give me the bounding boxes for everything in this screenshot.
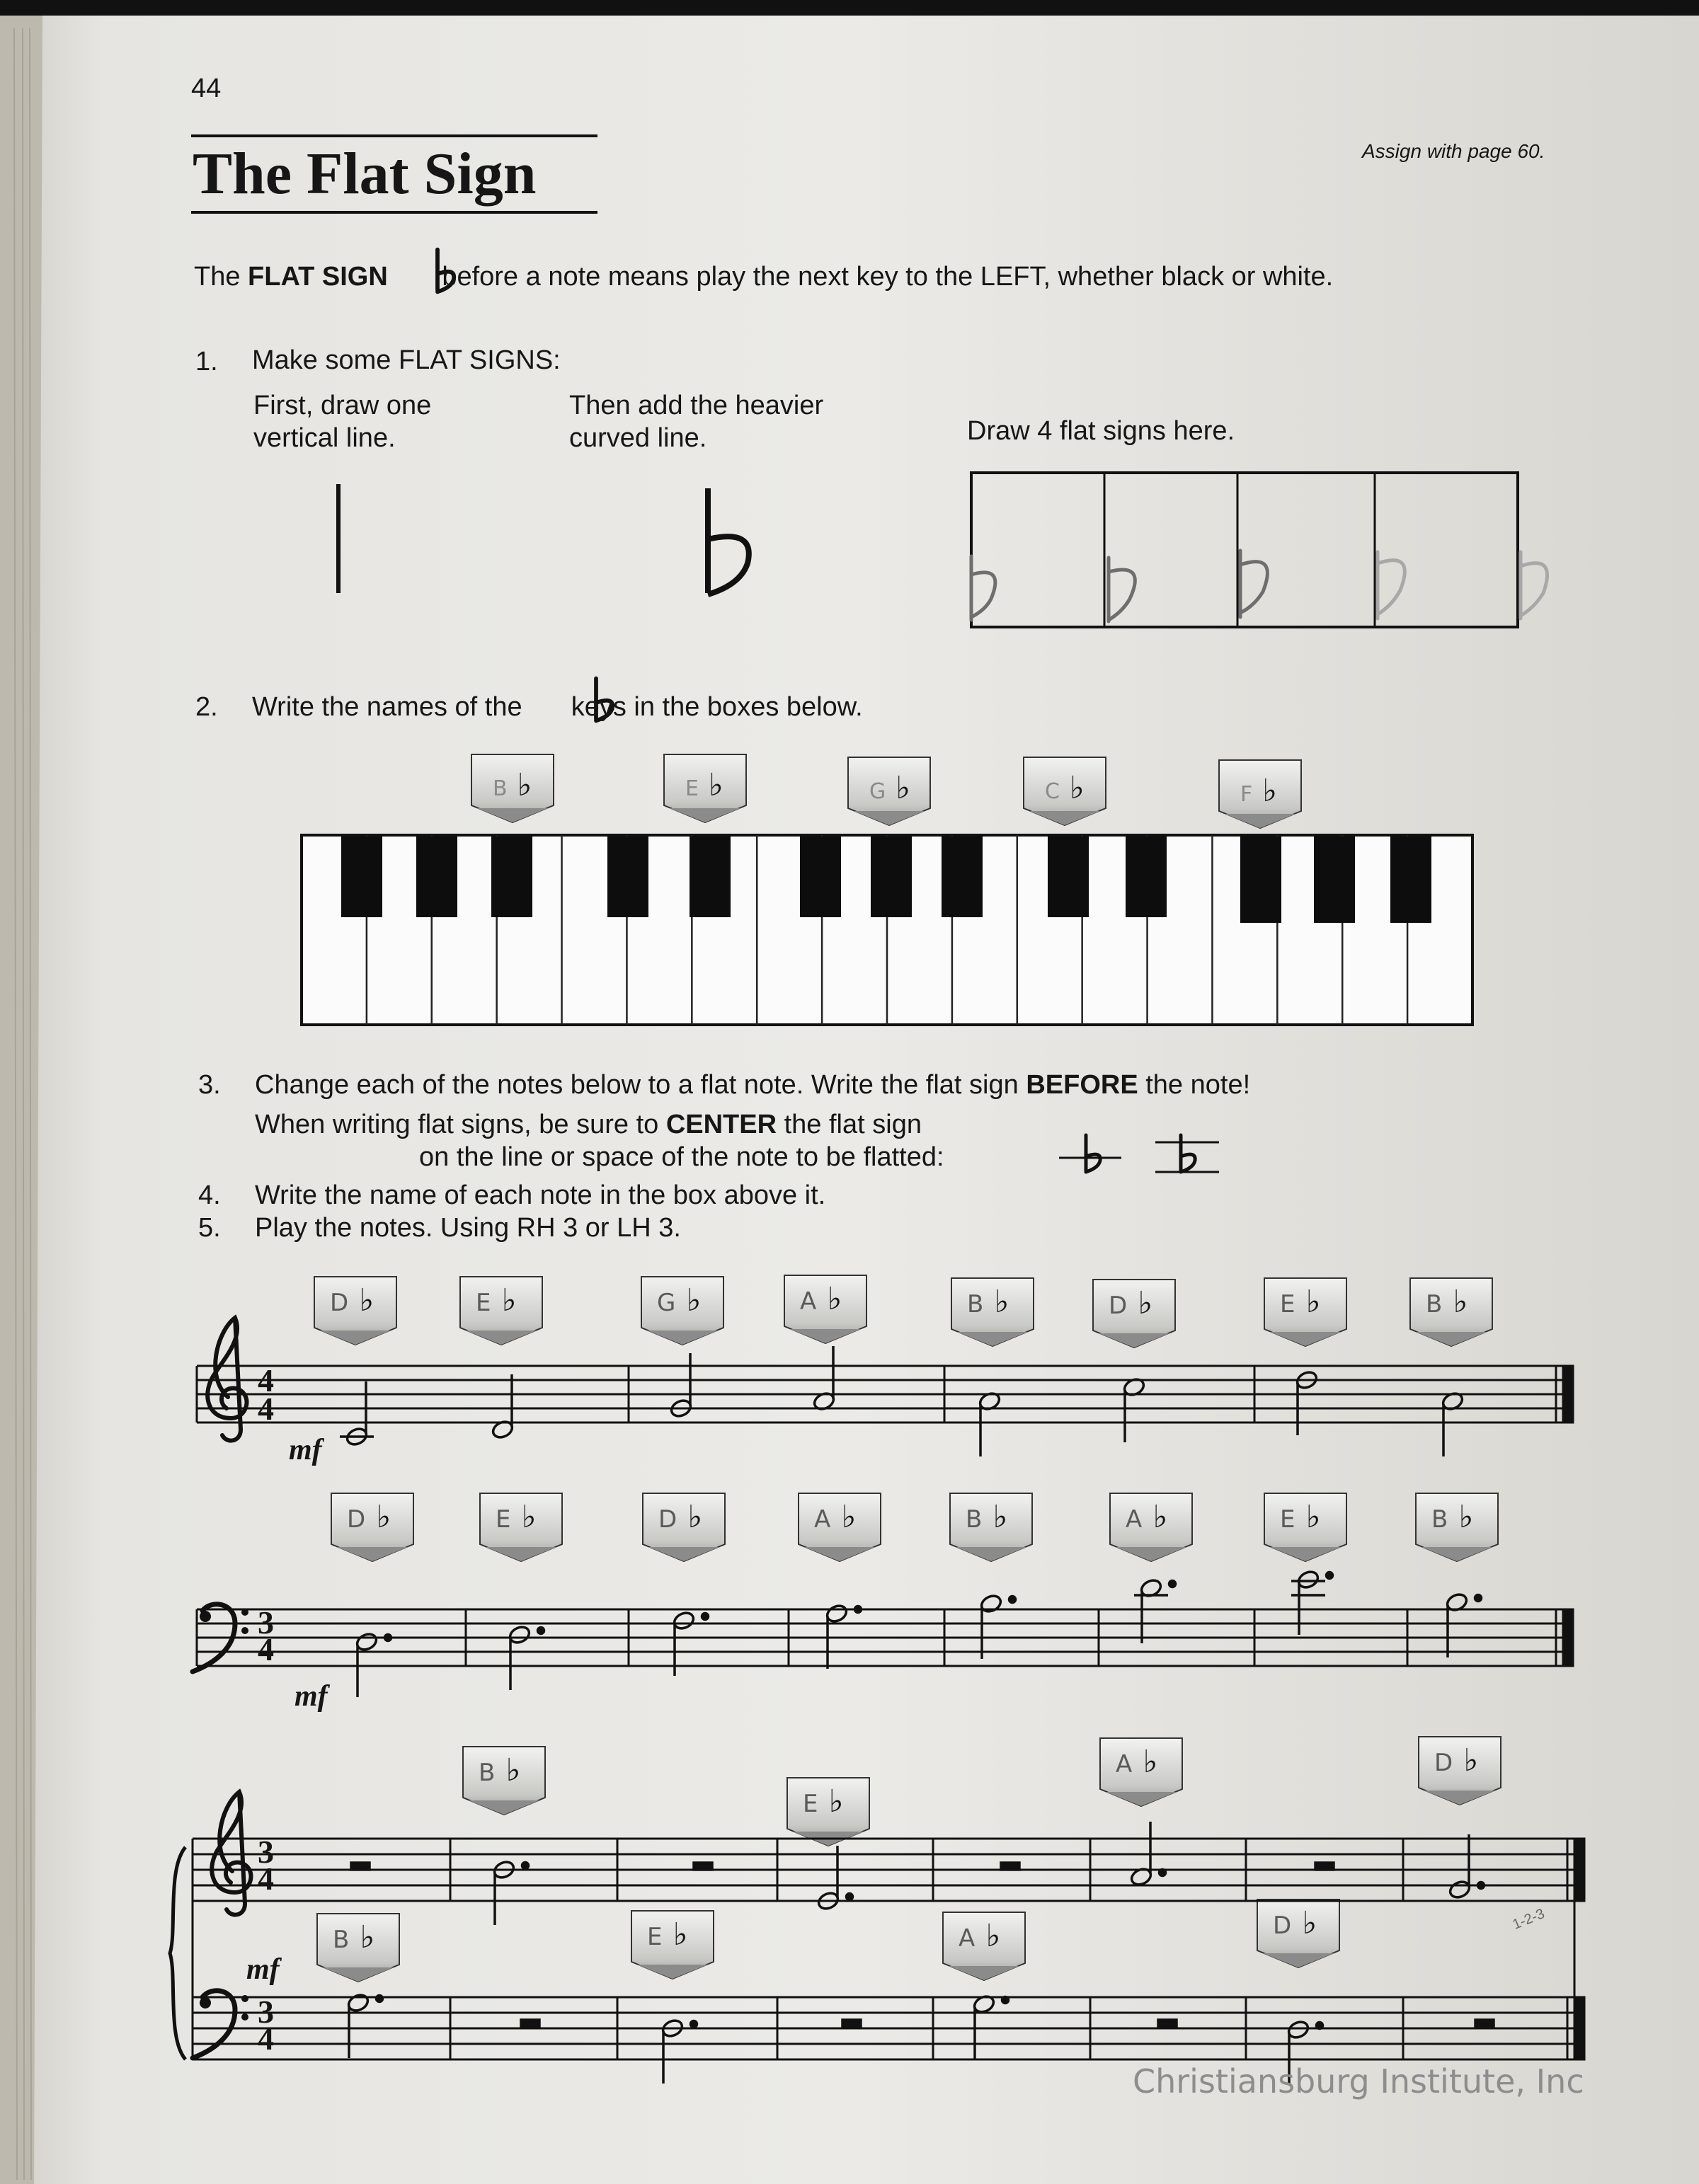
ex2-answer-1[interactable]: [347, 1499, 391, 1535]
half-rest: [521, 2020, 539, 2027]
ex3-treble-answer-2[interactable]: [803, 1783, 844, 1820]
ex2-answer-3[interactable]: [658, 1499, 703, 1535]
note-letter: A: [800, 1287, 817, 1316]
augmentation-dot: [702, 1614, 709, 1620]
flat-symbol: ♭: [983, 1284, 1009, 1320]
ex1-answer-2[interactable]: [476, 1282, 517, 1318]
note-letter: D: [658, 1505, 677, 1534]
augmentation-dot: [1327, 1573, 1333, 1579]
ex3-bass-answer-2[interactable]: [647, 1916, 688, 1953]
augmentation-dot: [1160, 1870, 1166, 1876]
section1-number: 1.: [195, 347, 218, 377]
flat-symbol: ♭: [677, 1499, 703, 1535]
augmentation-dot: [385, 1635, 391, 1641]
assign-note: Assign with page 60.: [1362, 140, 1545, 162]
flat-symbol: ♭: [675, 1282, 702, 1318]
watermark: Christiansburg Institute, Inc: [1133, 2062, 1584, 2100]
intro-before: The: [194, 262, 248, 292]
ex2-time-bottom: 4: [258, 1631, 274, 1667]
ex3-treble-time-top: 3: [258, 1834, 274, 1870]
augmentation-dot: [1317, 2023, 1323, 2029]
section3-line3: on the line or space of the note to be flatted:: [419, 1142, 944, 1172]
note-letter: B: [966, 1505, 983, 1534]
pencil-count: 1-2-3: [1510, 1906, 1548, 1933]
black-key: [416, 837, 457, 917]
note-letter: E: [803, 1790, 818, 1818]
section5-text: Play the notes. Using RH 3 or LH 3.: [255, 1213, 681, 1243]
ex2-answer-6[interactable]: [1126, 1499, 1168, 1535]
note-letter: A: [1116, 1750, 1133, 1778]
ex2-answer-2[interactable]: [496, 1499, 537, 1535]
ex1-answer-5[interactable]: [967, 1284, 1009, 1320]
key-answer-4[interactable]: C ♭: [1045, 770, 1085, 806]
section5-number: 5.: [198, 1213, 221, 1243]
note-letter: A: [959, 1924, 976, 1953]
ex1-answer-4[interactable]: [800, 1281, 842, 1317]
intro-text: [194, 263, 1333, 290]
section3-line2: When writing flat signs, be sure to CENTER the flat sign: [255, 1110, 922, 1139]
black-key: [1048, 837, 1089, 917]
key-answer-2[interactable]: E ♭: [685, 767, 723, 803]
augmentation-dot: [1478, 1883, 1485, 1889]
ex3-treble-time-bottom: 4: [258, 1861, 274, 1897]
section2-before: Write the names of the: [252, 692, 530, 722]
black-key: [942, 837, 983, 917]
ex1-answer-7[interactable]: [1280, 1284, 1321, 1320]
half-rest: [1158, 2020, 1177, 2027]
note-letter: D: [347, 1505, 366, 1534]
practice-label: Draw 4 flat signs here.: [967, 416, 1235, 446]
ex2-answer-7[interactable]: [1280, 1499, 1321, 1535]
black-key: [491, 837, 532, 917]
note-letter: E: [1280, 1505, 1295, 1534]
section2-number: 2.: [195, 692, 218, 722]
ex1-answer-3[interactable]: [657, 1282, 702, 1318]
ex2-dynamic: mf: [294, 1680, 328, 1713]
note-letter: E: [1280, 1290, 1295, 1318]
flat-symbol: ♭: [1291, 1905, 1317, 1941]
ex2-time-top: 3: [258, 1604, 274, 1640]
step2-line2: curved line.: [569, 423, 707, 453]
note-letter: B: [1426, 1290, 1443, 1318]
note-letter: B: [1431, 1505, 1448, 1534]
black-key: [1240, 837, 1281, 923]
ex1-dynamic: mf: [289, 1434, 322, 1466]
augmentation-dot: [691, 2021, 697, 2028]
ex1-time-top: 4: [258, 1362, 274, 1398]
black-key: [1314, 837, 1355, 923]
black-key: [1126, 837, 1167, 917]
intro-after: before a note means play the next key to the LEFT, whether black or white.: [434, 262, 1334, 292]
ex1-answer-6[interactable]: [1109, 1285, 1153, 1321]
note-letter: E: [496, 1505, 511, 1534]
half-rest: [694, 1863, 712, 1870]
flat-symbol: ♭: [491, 1282, 517, 1318]
note-letter: A: [814, 1505, 831, 1534]
note-letter: D: [330, 1289, 349, 1317]
ex2-answer-4[interactable]: [814, 1499, 857, 1535]
note-letter: B: [479, 1759, 496, 1787]
section2-after: keys in the boxes below.: [564, 692, 863, 722]
final-thick-bar: [1563, 1609, 1573, 1666]
augmentation-dot: [1475, 1595, 1482, 1602]
key-answer-5[interactable]: F ♭: [1240, 773, 1278, 809]
note-letter: D: [1273, 1912, 1292, 1940]
section2-text: [252, 694, 863, 720]
flat-symbol: ♭: [365, 1499, 391, 1535]
half-rest: [1001, 1863, 1019, 1870]
black-key: [1390, 837, 1431, 923]
note-letter: D: [1434, 1749, 1453, 1777]
ex3-dynamic: mf: [246, 1953, 280, 1986]
ex2-answer-8[interactable]: [1431, 1499, 1474, 1535]
ex3-treble-answer-4[interactable]: [1434, 1742, 1479, 1778]
flat-symbol: ♭: [349, 1919, 375, 1955]
black-key: [341, 837, 382, 917]
section4-number: 4.: [198, 1180, 221, 1210]
ex1-answer-8[interactable]: [1426, 1284, 1468, 1320]
ex2-answer-5[interactable]: [966, 1499, 1008, 1535]
half-rest: [1475, 2020, 1494, 2027]
intro-bold: FLAT SIGN: [248, 262, 388, 292]
note-letter: G: [657, 1289, 676, 1317]
flat-symbol: ♭: [982, 1499, 1008, 1535]
augmentation-dot: [1002, 1997, 1009, 2004]
augmentation-dot: [855, 1607, 862, 1613]
section3-line1: Change each of the notes below to a flat note. Write the flat sign BEFORE the note!: [255, 1070, 1251, 1100]
augmentation-dot: [1169, 1581, 1176, 1587]
flat-symbol: ♭: [1448, 1499, 1474, 1535]
step1-line1: First, draw one: [253, 391, 432, 420]
flat-symbol: ♭: [1295, 1284, 1321, 1320]
augmentation-dot: [847, 1894, 853, 1900]
key-answer-3[interactable]: G ♭: [869, 770, 911, 806]
flat-symbol: ♭: [1132, 1744, 1158, 1780]
augmentation-dot: [377, 1996, 383, 2002]
note-letter: B: [967, 1290, 984, 1318]
step1-line2: vertical line.: [253, 423, 396, 453]
black-key: [607, 837, 648, 917]
ex3-bass-time-top: 3: [258, 1994, 274, 2030]
ex1-time-bottom: 4: [258, 1391, 274, 1427]
flat-symbol: ♭: [1442, 1284, 1468, 1320]
final-thick-bar: [1574, 1997, 1584, 2059]
ex1-answer-1[interactable]: [330, 1282, 374, 1318]
note-letter: B: [333, 1926, 350, 1954]
ex3-bass-answer-1[interactable]: [333, 1919, 375, 1955]
final-thick-bar: [1574, 1839, 1584, 1901]
piano-keyboard: [302, 835, 1472, 1025]
ex3-treble-answer-1[interactable]: [479, 1752, 521, 1788]
flat-symbol: ♭: [510, 1499, 537, 1535]
key-answer-1[interactable]: B ♭: [493, 767, 532, 803]
ex3-bass-answer-4[interactable]: [1273, 1905, 1317, 1941]
flat-symbol: ♭: [830, 1499, 857, 1535]
flat-symbol: ♭: [975, 1918, 1001, 1954]
black-key: [800, 837, 841, 917]
flat-symbol: ♭: [348, 1282, 374, 1318]
augmentation-dot: [1009, 1597, 1016, 1603]
final-thick-bar: [1563, 1366, 1573, 1423]
page-number: 44: [191, 74, 222, 103]
augmentation-dot: [522, 1863, 529, 1869]
page-title: The Flat Sign: [193, 141, 537, 207]
half-rest: [1315, 1863, 1334, 1870]
half-rest: [842, 2020, 861, 2027]
section1-heading: Make some FLAT SIGNS:: [252, 345, 561, 375]
flat-symbol: ♭: [818, 1783, 844, 1820]
note-letter: E: [476, 1289, 491, 1317]
section3-number: 3.: [198, 1070, 221, 1100]
note-letter: E: [647, 1923, 663, 1951]
step2-line1: Then add the heavier: [569, 391, 824, 420]
note-letter: A: [1126, 1505, 1143, 1534]
flat-symbol: ♭: [662, 1916, 688, 1953]
black-key: [871, 837, 912, 917]
augmentation-dot: [538, 1628, 544, 1634]
flat-symbol: ♭: [816, 1281, 842, 1317]
black-key: [690, 837, 731, 917]
flat-symbol: ♭: [1453, 1742, 1479, 1778]
ex3-treble-answer-3[interactable]: [1116, 1744, 1158, 1780]
flat-symbol: ♭: [1127, 1285, 1153, 1321]
ex3-bass-time-bottom: 4: [258, 2021, 274, 2057]
section4-text: Write the name of each note in the box above it.: [255, 1180, 826, 1210]
note-letter: D: [1109, 1292, 1128, 1320]
ex3-bass-answer-3[interactable]: [959, 1918, 1001, 1954]
flat-symbol: ♭: [1142, 1499, 1168, 1535]
flat-symbol: ♭: [495, 1752, 521, 1788]
half-rest: [351, 1863, 370, 1870]
flat-symbol: ♭: [1295, 1499, 1321, 1535]
